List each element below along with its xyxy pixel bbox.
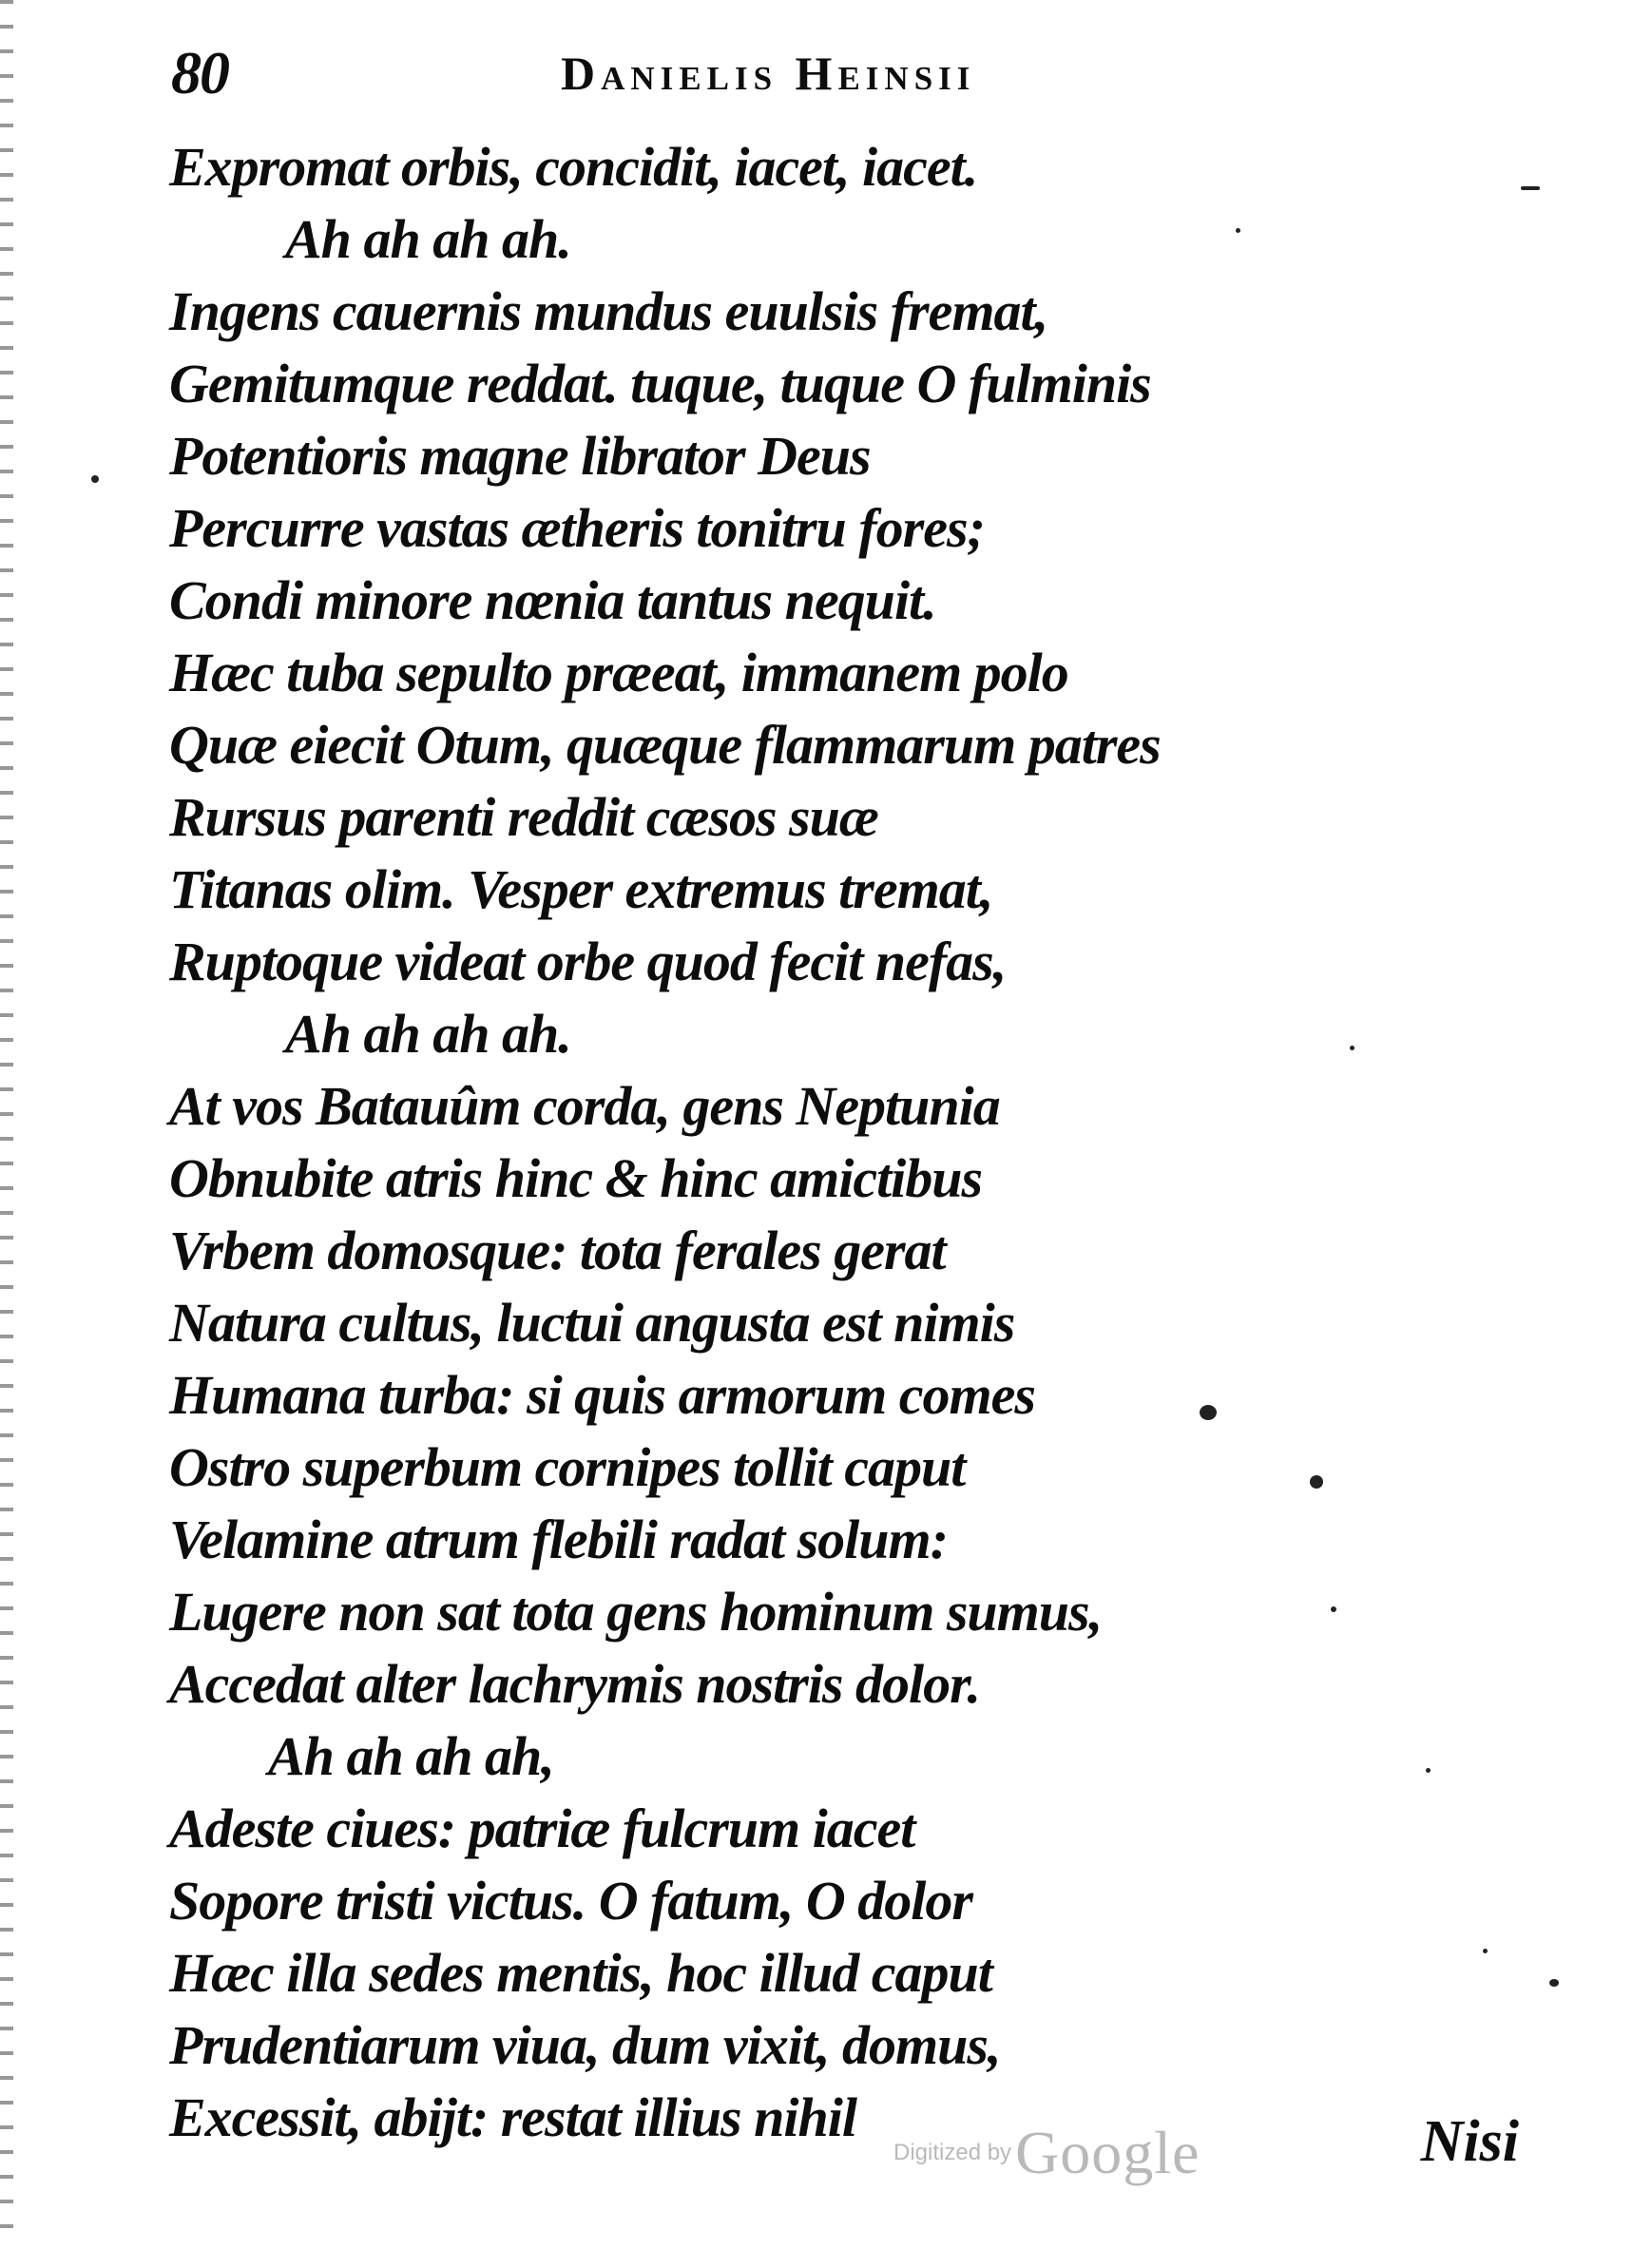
verse-line: Gemitumque reddat. tuque, tuque O fulminis [169,353,1151,414]
verse-line: Ingens cauernis mundus euulsis fremat, [169,280,1048,342]
verse-line: Expromat orbis, concidit, iacet, iacet. [169,136,978,198]
verse-line: Obnubite atris hinc & hinc amictibus [169,1147,983,1209]
verse-line: Hæc illa sedes mentis, hoc illud caput [169,1942,992,2004]
page-number: 80 [171,39,228,106]
verse-line: Hæc tuba sepulto præeat, immanem polo [169,642,1068,703]
verse-line: Accedat alter lachrymis nostris dolor. [169,1653,980,1715]
ink-speck [1521,186,1540,190]
verse-line: Ostro superbum cornipes tollit caput [169,1436,966,1498]
catchword: Nisi [1420,2109,1519,2174]
verse-line: Rursus parenti reddit cæsos suæ [169,786,878,848]
verse-line: Vrbem domosque: tota ferales gerat [169,1220,946,1281]
ink-speck [1426,1768,1431,1773]
verse-line-refrain: Ah ah ah ah. [285,1003,571,1065]
verse-line: Condi minore nœnia tantus nequit. [169,569,936,631]
verse-line: Ruptoque videat orbe quod fecit nefas, [169,931,1007,992]
ink-speck [1350,1046,1354,1050]
ink-speck [1549,1979,1559,1987]
ink-speck [1310,1475,1323,1489]
watermark-prefix: Digitized by [893,2140,1012,2165]
verse-line: Humana turba: si quis armorum comes [169,1364,1035,1426]
verse-line: Lugere non sat tota gens hominum sumus, [169,1581,1103,1643]
ink-speck [1236,228,1240,233]
ink-speck [1200,1405,1217,1420]
verse-line: Potentioris magne librator Deus [169,425,871,487]
page-header [171,38,1122,114]
verse-line: Velamine atrum flebili radat solum: [169,1509,948,1570]
verse-line: Excessit, abijt: restat illius nihil [169,2086,856,2148]
verse-line: Prudentiarum viua, dum vixit, domus, [169,2014,1001,2076]
verse-line: Quæ eiecit Otum, quæque flammarum patres [169,714,1161,776]
verse-line: Natura cultus, luctui angusta est nimis [169,1292,1015,1354]
watermark-brand: Google [1015,2119,1201,2186]
verse-line-refrain: Ah ah ah ah, [268,1725,554,1787]
verse-line: Adeste ciues: patriæ fulcrum iacet [169,1797,915,1859]
page-edge-binding [0,0,13,2249]
digitized-by-google-watermark [893,2118,1200,2188]
running-head: Danielis Heinsii [561,47,976,100]
ink-speck [1483,1949,1488,1953]
verse-text [169,131,1310,2154]
ink-speck [1331,1606,1336,1612]
verse-line: Titanas olim. Vesper extremus tremat, [169,858,993,920]
verse-line: Percurre vastas ætheris tonitru fores; [169,497,985,559]
verse-line: At vos Batauûm corda, gens Neptunia [169,1075,1000,1137]
ink-speck [91,475,99,483]
verse-line-refrain: Ah ah ah ah. [285,208,571,270]
verse-line: Sopore tristi victus. O fatum, O dolor [169,1870,972,1932]
